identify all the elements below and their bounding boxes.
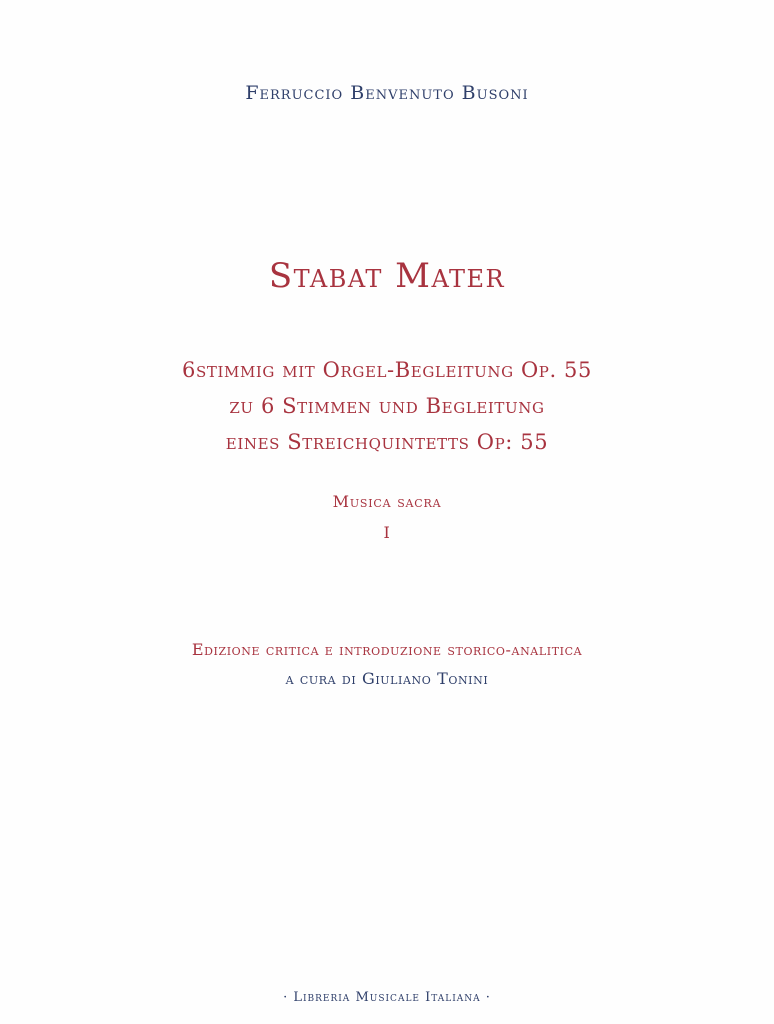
publisher-name: · Libreria Musicale Italiana · bbox=[283, 990, 491, 1005]
editor-credit: a cura di Giuliano Tonini bbox=[285, 669, 489, 688]
work-title: Stabat Mater bbox=[268, 256, 506, 296]
series-number: I bbox=[383, 523, 391, 542]
subtitle-line-2: zu 6 Stimmen und Begleitung bbox=[229, 394, 545, 418]
subtitle-line-1: 6stimmig mit Orgel-Begleitung Op. 55 bbox=[182, 358, 592, 382]
edition-note: Edizione critica e introduzione storico-analitica bbox=[191, 640, 583, 659]
subtitle-line-3: eines Streichquintetts Op: 55 bbox=[225, 430, 549, 454]
author-name: Ferruccio Benvenuto Busoni bbox=[245, 82, 529, 104]
series-name: Musica sacra bbox=[332, 492, 442, 511]
